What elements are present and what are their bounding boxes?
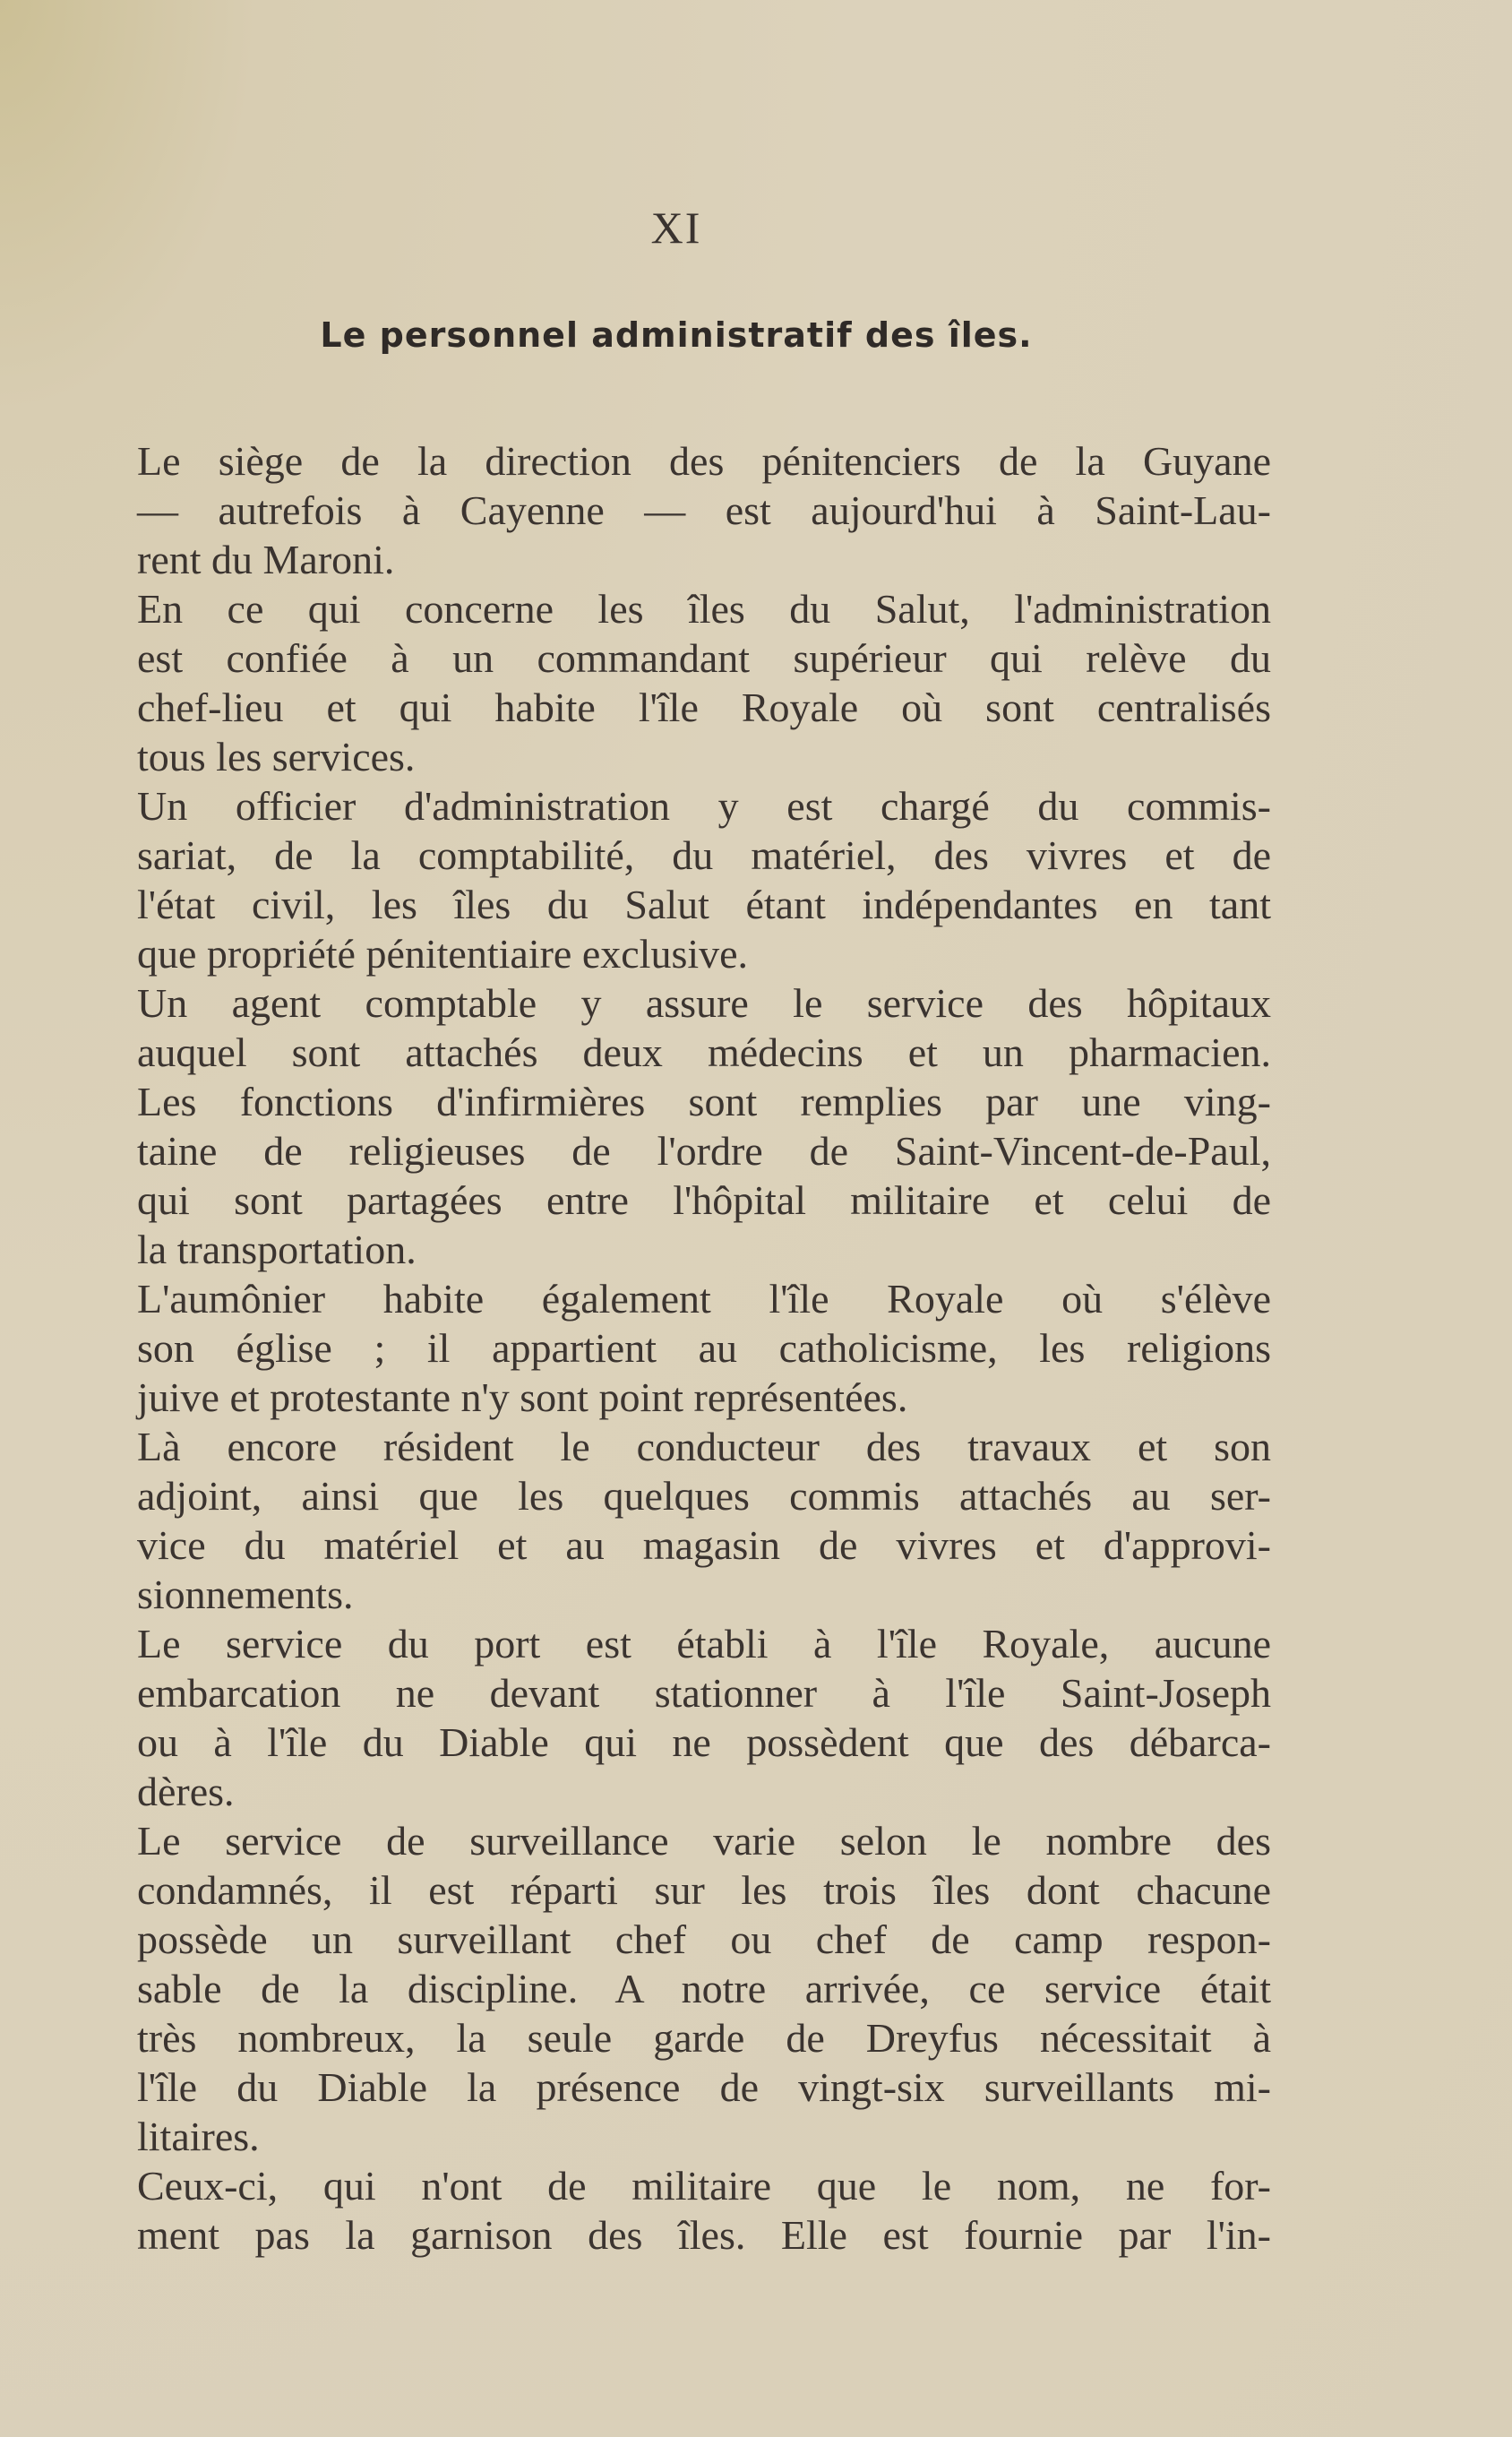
- text-line: Un agent comptable y assure le service des hôpitaux: [137, 980, 1271, 1026]
- text-line: vice du matériel et au magasin de vivres et d'approvi-: [137, 1522, 1271, 1568]
- text-line: Un officier d'administration y est chargé du commis-: [137, 783, 1271, 829]
- text-line: tous les services.: [137, 734, 416, 779]
- text-line: dères.: [137, 1769, 235, 1814]
- paragraph: [137, 1274, 1271, 1422]
- text-line: — autrefois à Cayenne — est aujourd'hui à Saint-Lau-: [137, 487, 1271, 533]
- paragraph: [137, 781, 1271, 978]
- body-text: [137, 436, 1271, 2260]
- text-line: Là encore résident le conducteur des travaux et son: [137, 1424, 1271, 1469]
- text-line: très nombreux, la seule garde de Dreyfus nécessitait à: [137, 2015, 1271, 2061]
- text-line: l'île du Diable la présence de vingt-six surveillants mi-: [137, 2064, 1271, 2110]
- text-line: Le siège de la direction des pénitenciers de la Guyane: [137, 438, 1271, 484]
- paragraph: [137, 436, 1271, 584]
- text-line: Les fonctions d'infirmières sont remplies par une ving-: [137, 1079, 1271, 1124]
- text-line: que propriété pénitentiaire exclusive.: [137, 931, 749, 977]
- text-line: l'état civil, les îles du Salut étant indépendantes en tant: [137, 882, 1271, 927]
- text-line: Ceux-ci, qui n'ont de militaire que le nom, ne for-: [137, 2163, 1271, 2209]
- text-line: ou à l'île du Diable qui ne possèdent que des débarca-: [137, 1719, 1271, 1765]
- text-line: embarcation ne devant stationner à l'île Saint-Joseph: [137, 1670, 1271, 1716]
- text-line: adjoint, ainsi que les quelques commis attachés au ser-: [137, 1473, 1271, 1519]
- text-line: Le service de surveillance varie selon le nombre des: [137, 1818, 1271, 1864]
- text-line: est confiée à un commandant supérieur qui relève du: [137, 635, 1271, 681]
- chapter-number: XI: [650, 202, 702, 253]
- text-line: auquel sont attachés deux médecins et un pharmacien.: [137, 1029, 1271, 1075]
- text-line: qui sont partagées entre l'hôpital militaire et celui de: [137, 1177, 1271, 1223]
- text-line: rent du Maroni.: [137, 537, 395, 582]
- chapter-title: Le personnel administratif des îles.: [320, 315, 1033, 355]
- text-line: juive et protestante n'y sont point représentées.: [137, 1374, 908, 1420]
- text-line: L'aumônier habite également l'île Royale où s'élève: [137, 1276, 1271, 1322]
- paragraph: [137, 584, 1271, 781]
- text-line: Le service du port est établi à l'île Royale, aucune: [137, 1621, 1271, 1666]
- text-line: la transportation.: [137, 1227, 417, 1272]
- text-line: chef-lieu et qui habite l'île Royale où sont centralisés: [137, 685, 1271, 730]
- text-line: sable de la discipline. A notre arrivée, ce service était: [137, 1966, 1271, 2011]
- text-line: condamnés, il est réparti sur les trois îles dont chacune: [137, 1867, 1271, 1913]
- paragraph: [137, 1619, 1271, 1816]
- paragraph: [137, 978, 1271, 1274]
- text-line: possède un surveillant chef ou chef de camp respon-: [137, 1916, 1271, 1962]
- text-line: son église ; il appartient au catholicisme, les religions: [137, 1325, 1271, 1371]
- paragraph: [137, 1816, 1271, 2161]
- text-line: En ce qui concerne les îles du Salut, l'administration: [137, 586, 1271, 632]
- text-line: taine de religieuses de l'ordre de Saint-Vincent-de-Paul,: [137, 1128, 1271, 1174]
- paragraph: [137, 2161, 1271, 2260]
- text-line: litaires.: [137, 2114, 260, 2159]
- text-line: sionnements.: [137, 1572, 354, 1617]
- text-line: ment pas la garnison des îles. Elle est fournie par l'in-: [137, 2212, 1271, 2258]
- text-line: sariat, de la comptabilité, du matériel, des vivres et de: [137, 832, 1271, 878]
- paragraph: [137, 1422, 1271, 1619]
